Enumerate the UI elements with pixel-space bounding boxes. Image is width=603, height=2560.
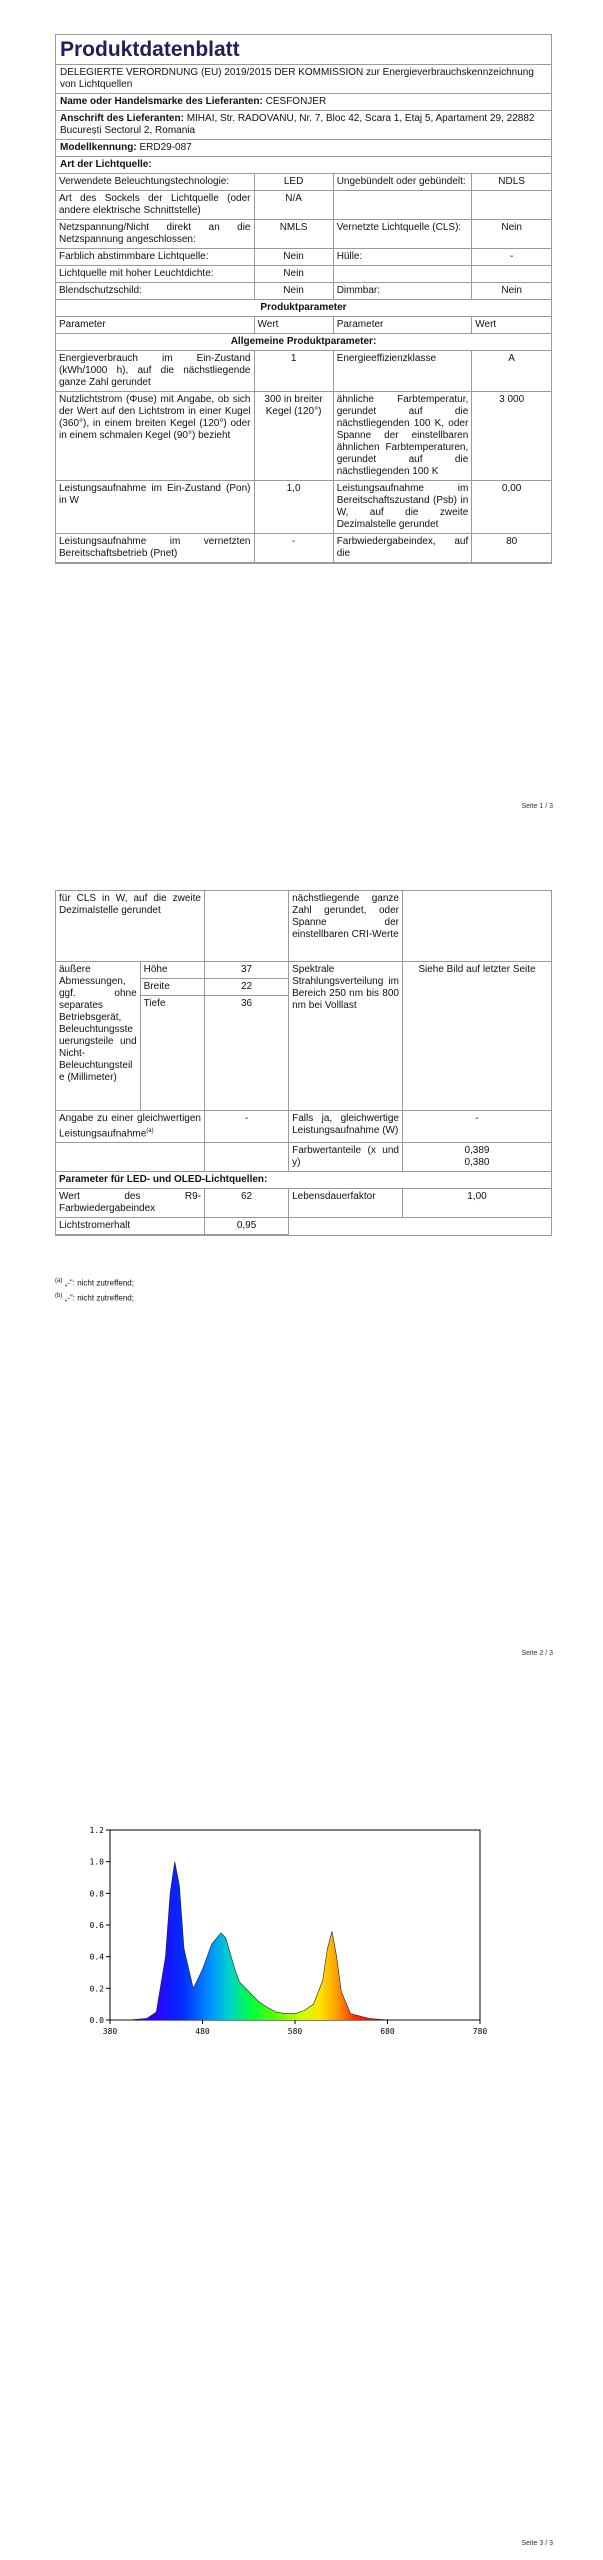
spectral-label: Spektrale Strahlungsverteilung im Bereich 250 nm bis 800 nm bei Volllast [289, 962, 403, 1111]
dim-value: 37 [204, 962, 288, 979]
table-row [56, 1189, 551, 1218]
cell: N/A [254, 191, 333, 220]
table-row [56, 392, 551, 481]
life-value: 1,00 [402, 1189, 551, 1218]
cell: Vernetzte Lichtquelle (CLS): [333, 220, 472, 249]
footnote-b-mark: (b) [55, 1292, 63, 1299]
light-source-table [56, 174, 551, 563]
table-row [56, 351, 551, 392]
cell: Leistungsaufnahme im Ein-Zustand (Pon) in W [56, 481, 254, 534]
cell [402, 891, 551, 962]
cell [472, 266, 551, 283]
y-tick-label: 1.0 [89, 1857, 104, 1867]
cell: Hülle: [333, 249, 472, 266]
led-params-title: Parameter für LED- und OLED-Lichtquellen: [56, 1172, 551, 1189]
spectral-chart-svg [80, 1820, 500, 2050]
cell: 1 [254, 351, 333, 392]
y-tick-label: 0.4 [89, 1952, 104, 1962]
x-tick-label: 680 [380, 2027, 395, 2036]
cell: 3 000 [472, 392, 551, 481]
model-row [56, 140, 551, 157]
cell [333, 266, 472, 283]
x-tick-label: 580 [287, 2027, 303, 2036]
supplier-name-label: Name oder Handelsmarke des Lieferanten: [60, 96, 263, 107]
footnote-a-text: „-": nicht zutreffend; [64, 1278, 134, 1288]
header-row [56, 317, 551, 334]
y-tick-label: 0.6 [89, 1921, 104, 1930]
cell: Nein [472, 283, 551, 300]
cell: Energieverbrauch im Ein-Zustand (kWh/1000 h), auf die nächstliegende ganze Zahl gerundet [56, 351, 254, 392]
equiv-label-text: Angabe zu einer gleichwertigen Leistungsaufnahme [59, 1113, 201, 1140]
supplier-name-value: CESFONJER [265, 96, 327, 107]
cell [204, 1143, 288, 1172]
table-row [56, 891, 551, 962]
cell: NMLS [254, 220, 333, 249]
cell: Nutzlichtstrom (Φuse) mit Angabe, ob sich der Wert auf den Lichtstrom in einer Kugel (360°), in einem breiten Kegel (120°) oder in einem schmalen Kegel (90°) bezieht [56, 392, 254, 481]
product-params-title: Produktparameter [56, 300, 551, 317]
cell: Leistungsaufnahme im vernetzten Bereitschaftsbetrieb (Pnet) [56, 534, 254, 563]
x-tick-label: 780 [472, 2027, 488, 2036]
section-row [56, 334, 551, 351]
supplier-address-row [56, 111, 551, 140]
table-row [56, 1143, 551, 1172]
cell: Lichtquelle mit hoher Leuchtdichte: [56, 266, 254, 283]
table-row [56, 283, 551, 300]
cell: LED [254, 174, 333, 191]
cell: nächstliegende ganze Zahl gerundet, oder Spanne der einstellbaren CRI-Werte [289, 891, 403, 962]
dim-value: 36 [204, 996, 288, 1111]
claim-label: Falls ja, gleichwertige Leistungsaufnahme (W) [289, 1111, 403, 1143]
life-label: Lebensdauerfaktor [289, 1189, 403, 1218]
dim-name: Tiefe [140, 996, 204, 1111]
dims-label: äußere Abmessungen, ggf. ohne separates Betriebsgerät, Beleuchtungssteuerungsteile und Nicht-Beleuchtungsteile (Millimeter) [56, 962, 140, 1111]
section-row [56, 300, 551, 317]
y-tick-label: 0.0 [89, 2016, 104, 2025]
table-row [56, 249, 551, 266]
cell: Nein [472, 220, 551, 249]
datasheet-page-1 [55, 34, 552, 564]
cell: Verwendete Beleuchtungstechnologie: [56, 174, 254, 191]
footnote-b [55, 1290, 134, 1305]
flux-value: 0,95 [204, 1218, 288, 1235]
cell: Netzspannung/Nicht direkt an die Netzspannung angeschlossen: [56, 220, 254, 249]
r9-label: Wert des R9-Farbwiedergabeindex [56, 1189, 204, 1218]
chart-axes [90, 1826, 488, 2036]
light-source-title: Art der Lichtquelle: [60, 159, 152, 170]
spectrum-fill [110, 1830, 480, 2020]
table-row [56, 174, 551, 191]
y-tick-label: 0.8 [89, 1889, 104, 1899]
cell: - [254, 534, 333, 563]
spectral-chart [80, 1820, 500, 2050]
cell: Farbwiedergabeindex, auf die [333, 534, 472, 563]
cell: Blendschutzschild: [56, 283, 254, 300]
footnote-a [55, 1275, 134, 1290]
cell [333, 191, 472, 220]
col-header-value: Wert [472, 317, 551, 334]
page-3 [0, 1670, 603, 2560]
r9-value: 62 [204, 1189, 288, 1218]
cell: 1,0 [254, 481, 333, 534]
chroma-label: Farbwertanteile (x und y) [289, 1143, 403, 1172]
footnote-mark: (a) [146, 1128, 154, 1134]
page-number: Seite 3 / 3 [521, 2540, 553, 2547]
general-params-title: Allgemeine Produktparameter: [56, 334, 551, 351]
cell: Ungebündelt oder gebündelt: [333, 174, 472, 191]
cell: Nein [254, 283, 333, 300]
supplier-address-label: Anschrift des Lieferanten: [60, 113, 184, 124]
cell: A [472, 351, 551, 392]
dim-value: 22 [204, 979, 288, 996]
y-tick-label: 1.2 [89, 1826, 104, 1835]
table-row [56, 191, 551, 220]
cell: Art des Sockels der Lichtquelle (oder andere elektrische Schnittstelle) [56, 191, 254, 220]
cell [56, 1143, 204, 1172]
col-header-value: Wert [254, 317, 333, 334]
model-value: ERD29-087 [139, 142, 192, 153]
page-number: Seite 2 / 3 [521, 1650, 553, 1657]
cell: 80 [472, 534, 551, 563]
params-table-continued [56, 891, 551, 1235]
dim-name: Breite [140, 979, 204, 996]
title-row [56, 35, 551, 65]
cell: Energieeffizienzklasse [333, 351, 472, 392]
footnotes [55, 1275, 134, 1304]
cell: Nein [254, 266, 333, 283]
supplier-address-value: MIHAI, Str. RADOVANU, Nr. 7, Bloc 42, Scara 1, Etaj 5, Apartament 29, 22882 București Sectorul 2, Romania [60, 113, 535, 136]
page-2 [0, 820, 603, 1670]
claim-value: - [402, 1111, 551, 1143]
footnote-a-mark: (a) [55, 1278, 63, 1284]
model-label: Modellkennung: [60, 142, 137, 153]
dim-name: Höhe [140, 962, 204, 979]
x-tick-label: 480 [195, 2027, 210, 2036]
cell: für CLS in W, auf die zweite Dezimalstelle gerundet [56, 891, 204, 962]
cell: Farblich abstimmbare Lichtquelle: [56, 249, 254, 266]
cell: 300 in breiter Kegel (120°) [254, 392, 333, 481]
page-title: Produktdatenblatt [60, 38, 240, 61]
cell: Dimmbar: [333, 283, 472, 300]
table-row [56, 220, 551, 249]
spectral-value: Siehe Bild auf letzter Seite [402, 962, 551, 1111]
equiv-label [56, 1111, 204, 1143]
cell: Leistungsaufnahme im Bereitschaftszustand (Psb) in W, auf die zweite Dezimalstelle gerundet [333, 481, 472, 534]
cell [204, 891, 288, 962]
col-header-param: Parameter [333, 317, 472, 334]
table-row [56, 534, 551, 563]
cell [402, 1218, 551, 1235]
y-tick-label: 0.2 [89, 1984, 104, 1994]
cell: - [472, 249, 551, 266]
table-row [56, 481, 551, 534]
cell [472, 191, 551, 220]
table-row [56, 962, 551, 979]
x-tick-label: 380 [102, 2027, 118, 2036]
section-row [56, 1172, 551, 1189]
cell: Nein [254, 249, 333, 266]
light-source-section-title [56, 157, 551, 174]
col-header-param: Parameter [56, 317, 254, 334]
chroma-value [402, 1143, 551, 1172]
table-row [56, 266, 551, 283]
cell: 0,00 [472, 481, 551, 534]
page-number: Seite 1 / 3 [521, 803, 553, 810]
equiv-value: - [204, 1111, 288, 1143]
supplier-name-row [56, 94, 551, 111]
page-1 [0, 0, 603, 820]
flux-label: Lichtstromerhalt [56, 1218, 204, 1235]
table-row [56, 1218, 551, 1235]
cell: NDLS [472, 174, 551, 191]
chroma-x: 0,389 [464, 1145, 490, 1157]
cell: ähnliche Farbtemperatur, gerundet auf die nächstliegenden 100 K, oder Spanne der einstellbaren ähnlichen Farbtemperaturen, gerundet auf die nächstliegenden 100 K [333, 392, 472, 481]
chroma-y: 0,380 [464, 1157, 490, 1169]
cell [289, 1218, 403, 1235]
regulation-text: DELEGIERTE VERORDNUNG (EU) 2019/2015 DER KOMMISSION zur Energieverbrauchskennzeichnung von Lichtquellen [56, 65, 551, 94]
datasheet-page-2 [55, 890, 552, 1236]
footnote-b-text: „-": nicht zutreffend; [64, 1293, 134, 1303]
table-row [56, 1111, 551, 1143]
